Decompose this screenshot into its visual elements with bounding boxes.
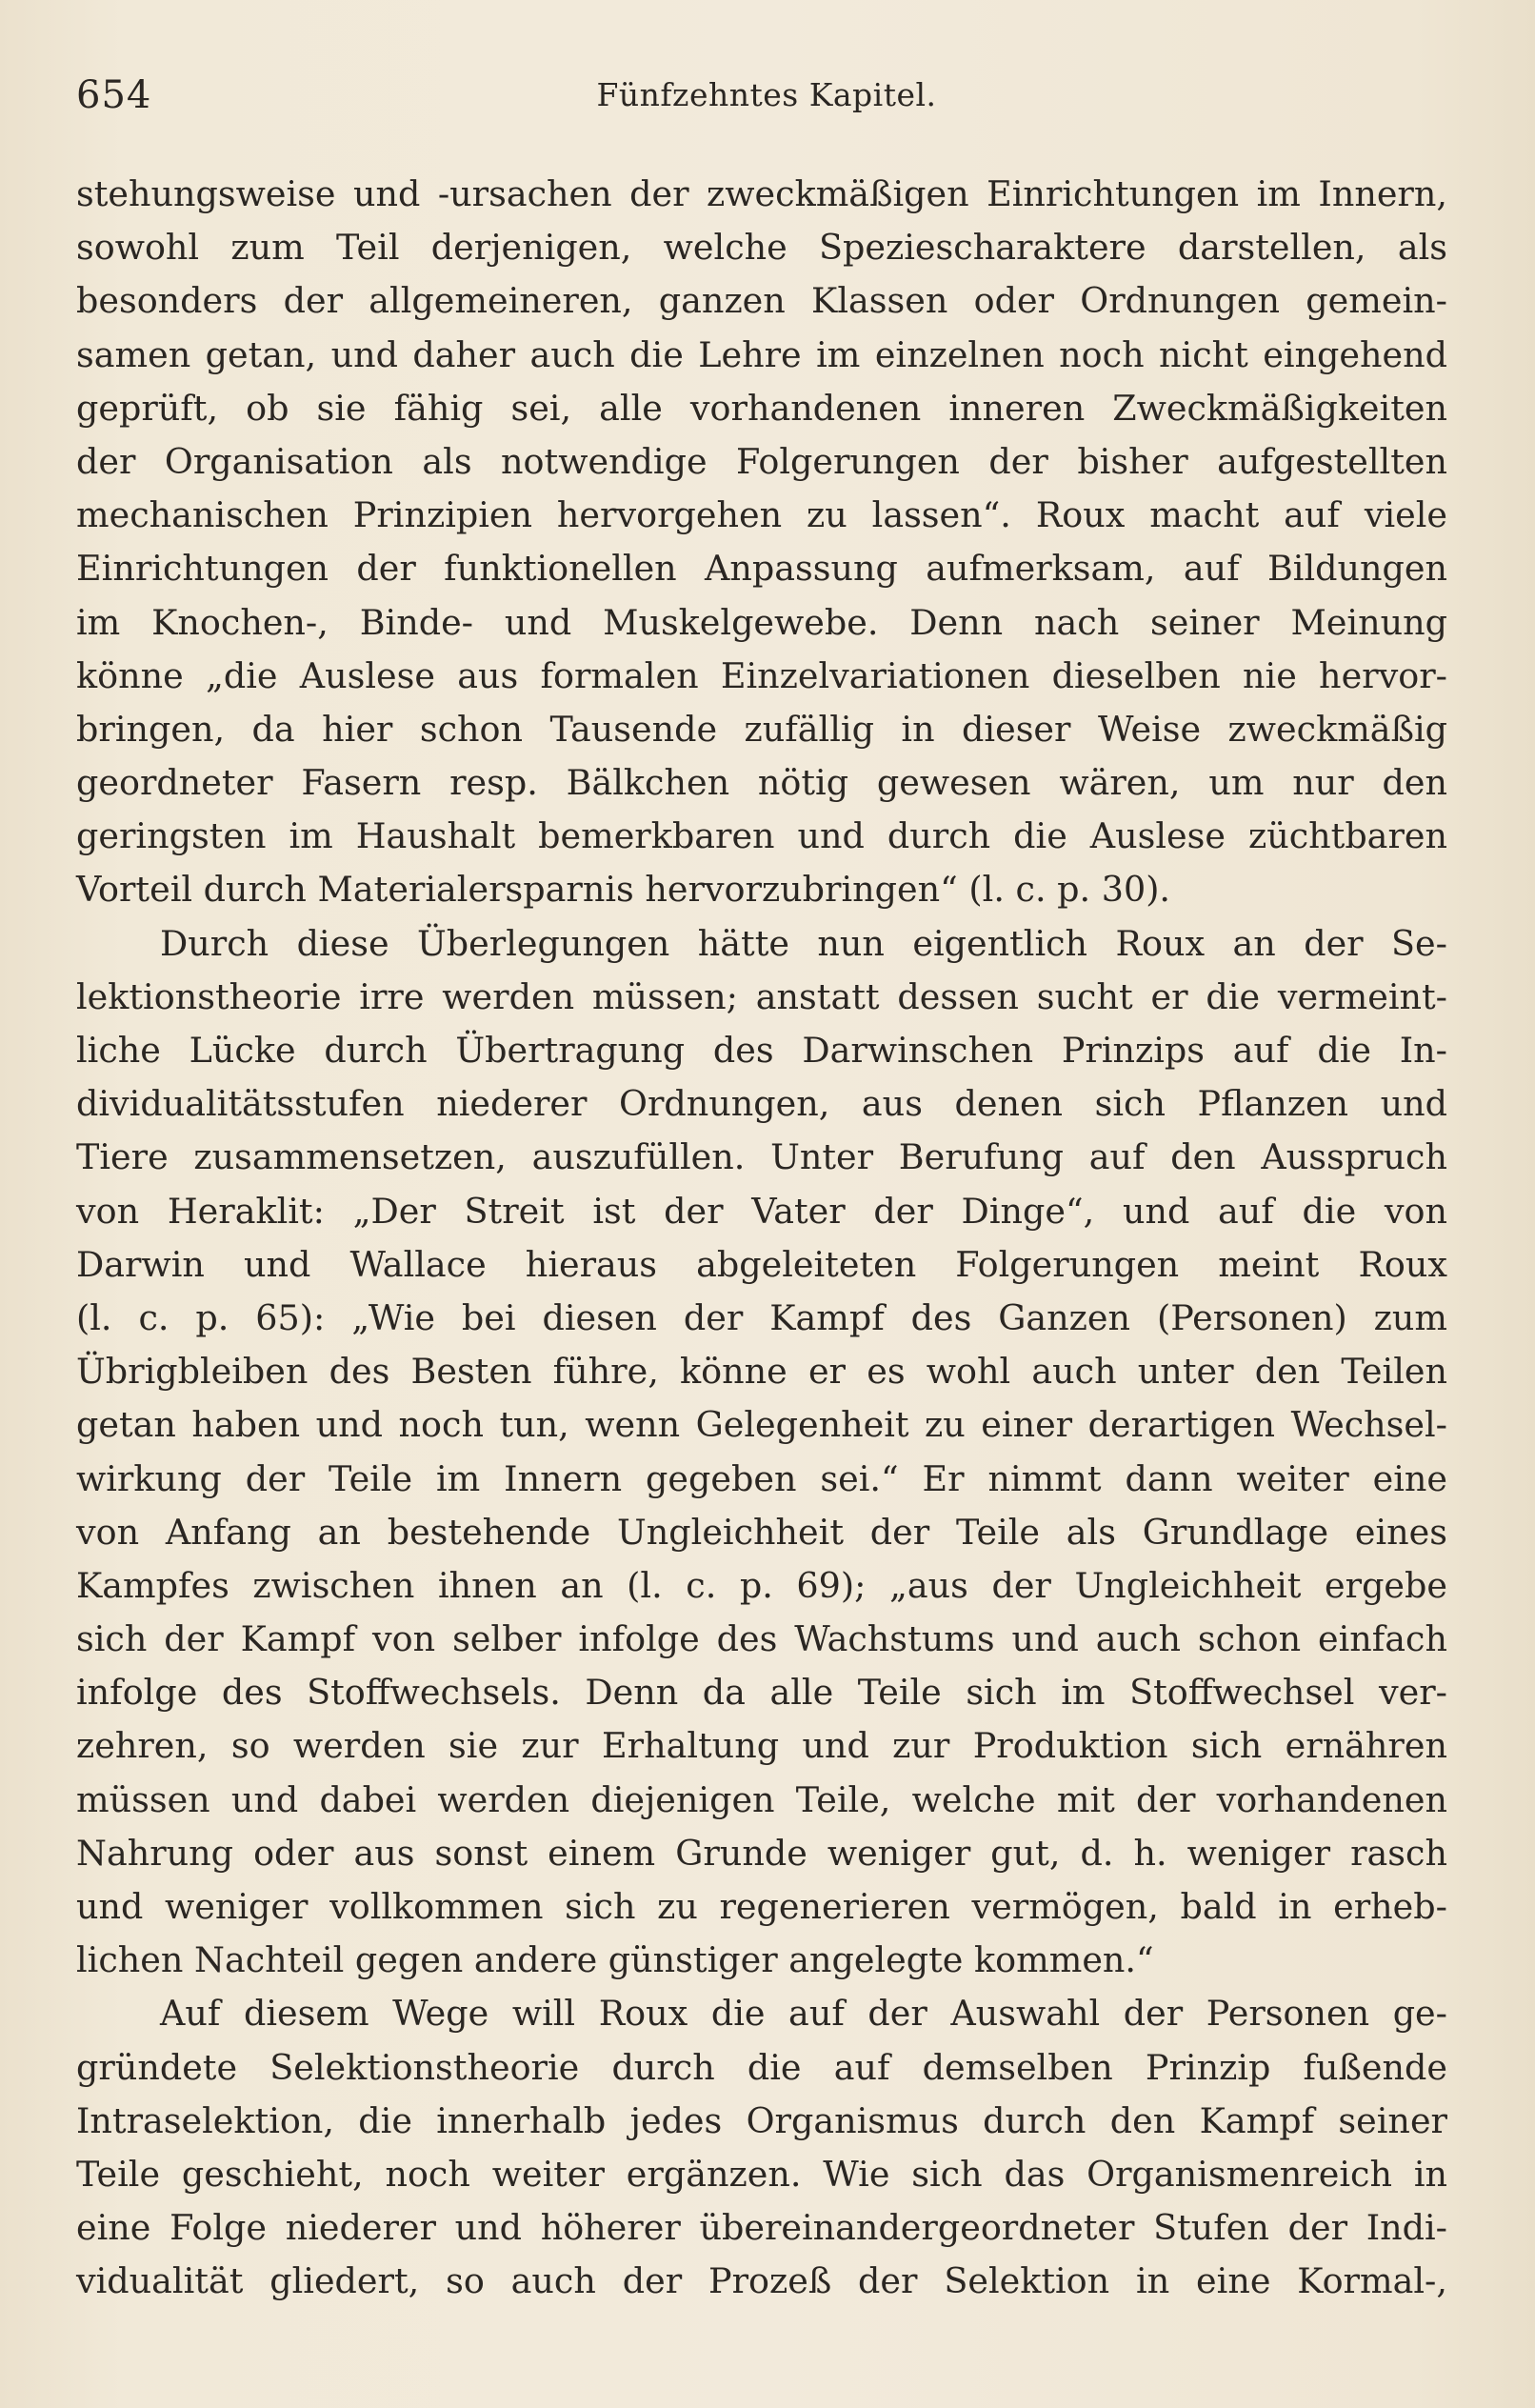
text-line: Kampfes zwischen ihnen an (l. c. p. 69); „aus der Ungleichheit ergebe bbox=[76, 1564, 1447, 1606]
paragraph-2 bbox=[76, 917, 1447, 1988]
text-line: mechanischen Prinzipien hervorgehen zu lassen“. Roux macht auf viele bbox=[76, 494, 1447, 536]
text-line: der Organisation als notwendige Folgerungen der bisher aufgestellten bbox=[76, 440, 1447, 482]
text-line: Übrigbleiben des Besten führe, könne er es wohl auch unter den Teilen bbox=[76, 1351, 1447, 1393]
text-line: sich der Kampf von selber infolge des Wachstums und auch schon einfach bbox=[76, 1618, 1447, 1660]
text-line: Auf diesem Wege will Roux die auf der Auswahl der Personen ge- bbox=[160, 1993, 1447, 2035]
running-head bbox=[76, 67, 1457, 124]
text-line: Tiere zusammensetzen, auszufüllen. Unter Berufung auf den Ausspruch bbox=[76, 1136, 1447, 1178]
text-line: lektionstheorie irre werden müssen; anstatt dessen sucht er die vermeint- bbox=[76, 975, 1447, 1017]
text-line: lichen Nachteil gegen andere günstiger angelegte kommen.“ bbox=[76, 1939, 1154, 1981]
page-number: 654 bbox=[76, 73, 152, 117]
text-line: Vorteil durch Materialersparnis hervorzubringen“ (l. c. p. 30). bbox=[76, 869, 1171, 911]
text-line: liche Lücke durch Übertragung des Darwinschen Prinzips auf die In- bbox=[76, 1030, 1447, 1071]
text-line: infolge des Stoffwechsels. Denn da alle Teile sich im Stoffwechsel ver- bbox=[76, 1672, 1447, 1714]
text-line: bringen, da hier schon Tausende zufällig in dieser Weise zweckmäßig bbox=[76, 708, 1447, 750]
text-line: samen getan, und daher auch die Lehre im einzelnen noch nicht eingehend bbox=[76, 333, 1447, 375]
text-line: müssen und dabei werden diejenigen Teile, welche mit der vorhandenen bbox=[76, 1778, 1447, 1820]
text-line: geprüft, ob sie fähig sei, alle vorhandenen inneren Zweckmäßigkeiten bbox=[76, 387, 1447, 429]
text-line: Durch diese Überlegungen hätte nun eigentlich Roux an der Se- bbox=[160, 922, 1447, 964]
chapter-title: Fünfzehntes Kapitel. bbox=[596, 76, 937, 113]
text-line: wirkung der Teile im Innern gegeben sei.“ Er nimmt dann weiter eine bbox=[76, 1457, 1447, 1499]
text-line: könne „die Auslese aus formalen Einzelvariationen dieselben nie hervor- bbox=[76, 654, 1447, 696]
text-line: geordneter Fasern resp. Bälkchen nötig gewesen wären, um nur den bbox=[76, 762, 1447, 804]
text-line: Teile geschieht, noch weiter ergänzen. Wie sich das Organismenreich in bbox=[76, 2153, 1447, 2195]
text-line: geringsten im Haushalt bemerkbaren und durch die Auslese züchtbaren bbox=[76, 815, 1447, 857]
body-text bbox=[76, 168, 1447, 2309]
text-line: stehungsweise und -ursachen der zweckmäßigen Einrichtungen im Innern, bbox=[76, 173, 1447, 214]
text-line: im Knochen-, Binde- und Muskelgewebe. Denn nach seiner Meinung bbox=[76, 601, 1447, 643]
text-line: von Heraklit: „Der Streit ist der Vater der Dinge“, und auf die von bbox=[76, 1190, 1447, 1232]
text-line: zehren, so werden sie zur Erhaltung und zur Produktion sich ernähren bbox=[76, 1725, 1447, 1767]
text-line: gründete Selektionstheorie durch die auf demselben Prinzip fußende bbox=[76, 2046, 1447, 2088]
paragraph-3 bbox=[76, 1987, 1447, 2308]
text-line: eine Folge niederer und höherer übereinandergeordneter Stufen der Indi- bbox=[76, 2207, 1447, 2249]
text-line: von Anfang an bestehende Ungleichheit der Teile als Grundlage eines bbox=[76, 1511, 1447, 1553]
text-line: Intraselektion, die innerhalb jedes Organismus durch den Kampf seiner bbox=[76, 2099, 1447, 2141]
text-line: sowohl zum Teil derjenigen, welche Speziescharaktere darstellen, als bbox=[76, 227, 1447, 269]
text-line: besonders der allgemeineren, ganzen Klassen oder Ordnungen gemein- bbox=[76, 280, 1447, 322]
paragraph-1 bbox=[76, 168, 1447, 917]
text-line: vidualität gliedert, so auch der Prozeß der Selektion in eine Kormal-, bbox=[76, 2260, 1447, 2302]
text-line: Nahrung oder aus sonst einem Grunde weniger gut, d. h. weniger rasch bbox=[76, 1832, 1447, 1874]
text-line: getan haben und noch tun, wenn Gelegenheit zu einer derartigen Wechsel- bbox=[76, 1404, 1447, 1446]
text-line: (l. c. p. 65): „Wie bei diesen der Kampf des Ganzen (Personen) zum bbox=[76, 1296, 1447, 1338]
text-line: Einrichtungen der funktionellen Anpassung aufmerksam, auf Bildungen bbox=[76, 548, 1447, 590]
text-line: Darwin und Wallace hieraus abgeleiteten Folgerungen meint Roux bbox=[76, 1243, 1447, 1285]
text-line: und weniger vollkommen sich zu regenerieren vermögen, bald in erheb- bbox=[76, 1886, 1447, 1927]
text-line: dividualitätsstufen niederer Ordnungen, aus denen sich Pflanzen und bbox=[76, 1083, 1447, 1125]
